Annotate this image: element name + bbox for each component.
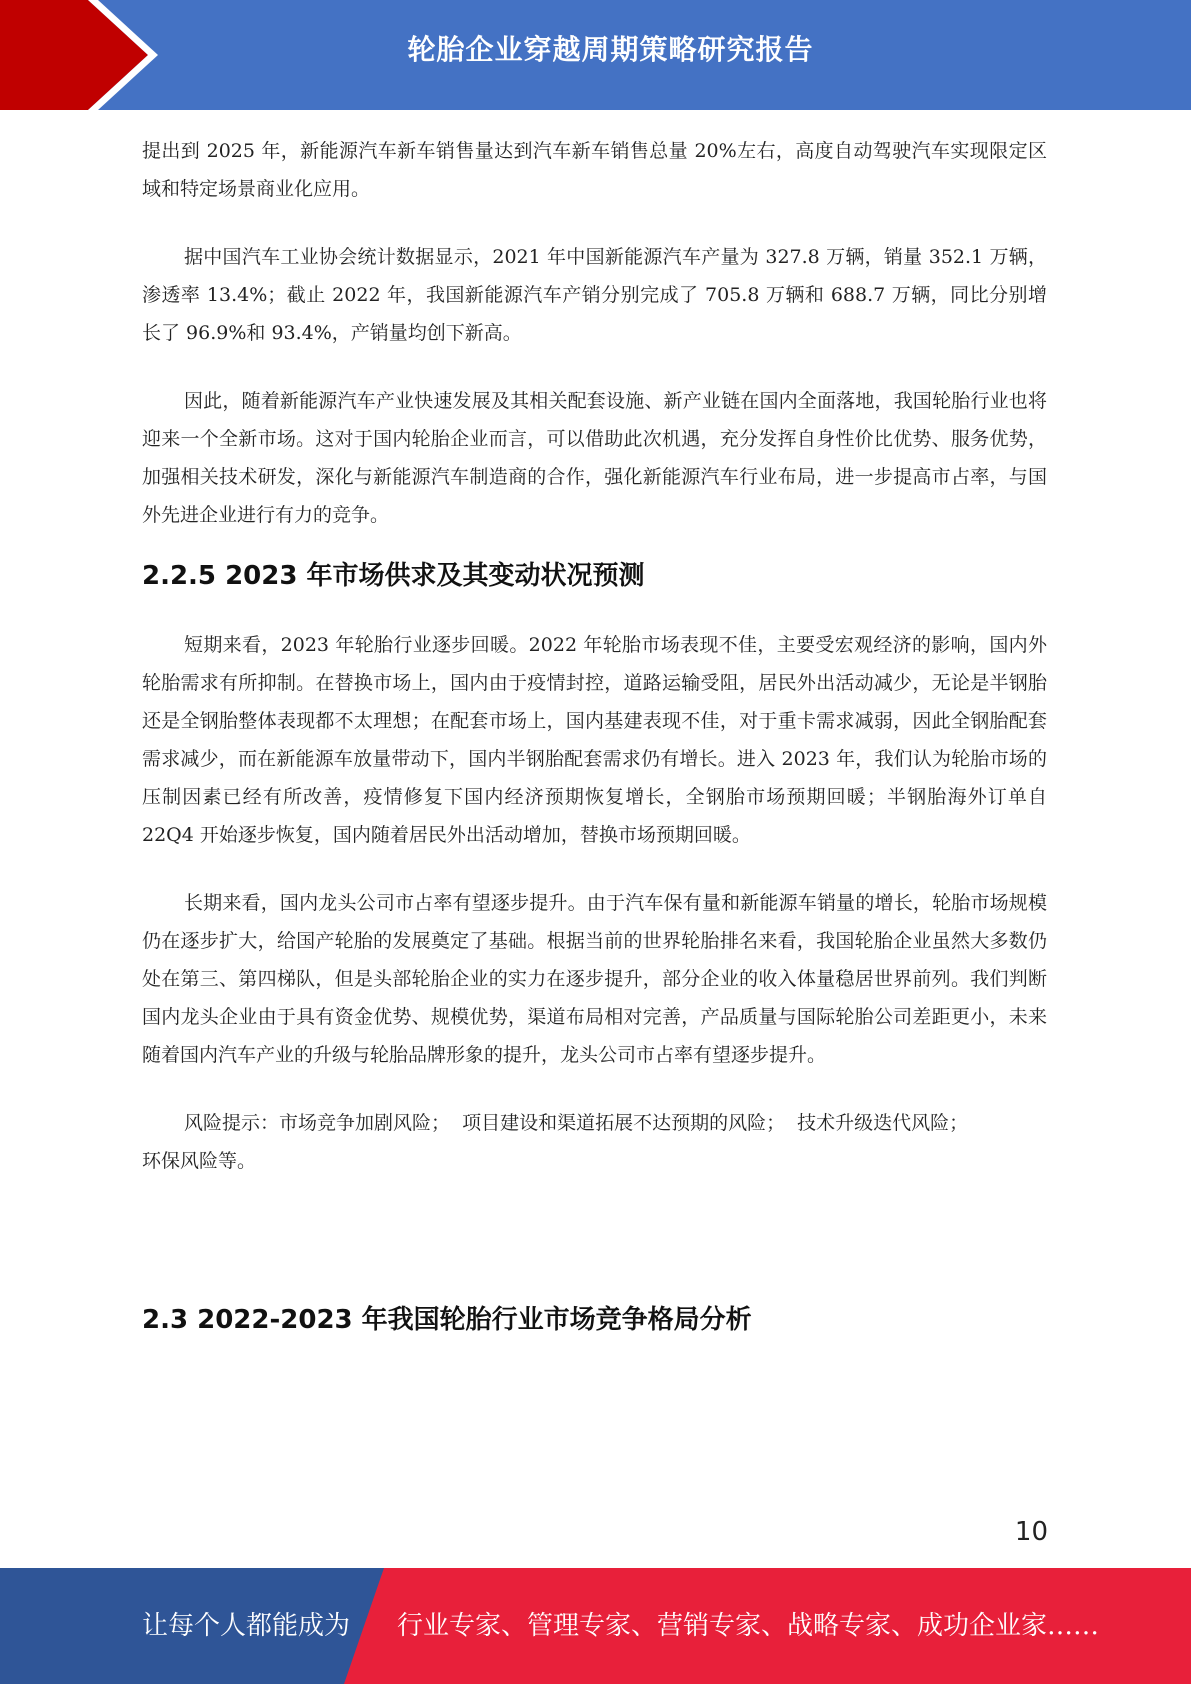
page-number: 10	[1014, 1517, 1048, 1547]
paragraph-long-term-outlook: 长期来看，国内龙头公司市占率有望逐步提升。由于汽车保有量和新能源车销量的增长，轮胎市场规模仍在逐步扩大，给国产轮胎的发展奠定了基础。根据当前的世界轮胎排名来看，我国轮胎企业虽然大多数仍处在第三、第四梯队，但是头部轮胎企业的实力在逐步提升，部分企业的收入体量稳居世界前列。我们判断国内龙头企业由于具有资金优势、规模优势，渠道布局相对完善，产品质量与国际轮胎公司差距更小，未来随着国内汽车产业的升级与轮胎品牌形象的提升，龙头公司市占率有望逐步提升。	[142, 892, 1047, 1066]
risk-warning-line	[142, 1104, 1047, 1142]
risk-warning-text: 风险提示：市场竞争加剧风险； 项目建设和渠道拓展不达预期的风险； 技术升级迭代风险；	[184, 1112, 969, 1134]
paragraph-new-market: 因此，随着新能源汽车产业快速发展及其相关配套设施、新产业链在国内全面落地，我国轮胎行业也将迎来一个全新市场。这对于国内轮胎企业而言，可以借助此次机遇，充分发挥自身性价比优势、服务优势，加强相关技术研发，深化与新能源汽车制造商的合作，强化新能源汽车行业布局，进一步提高市占率，与国外先进企业进行有力的竞争。	[142, 390, 1047, 526]
paragraph-policy-target: 提出到 2025 年，新能源汽车新车销售量达到汽车新车销售总量 20%左右，高度自动驾驶汽车实现限定区域和特定场景商业化应用。	[142, 140, 1047, 200]
paragraph-nev-statistics: 据中国汽车工业协会统计数据显示，2021 年中国新能源汽车产量为 327.8 万辆，销量 352.1 万辆，渗透率 13.4%；截止 2022 年，我国新能源汽车产销分别完成了 705.8 万辆和 688.7 万辆，同比分别增长了 96.9%和 93.4%，产销量均创下新高。	[142, 246, 1047, 344]
risk-warning-continuation: 环保风险等。	[142, 1150, 257, 1172]
report-title: 轮胎企业穿越周期策略研究报告	[407, 33, 814, 66]
page-content	[142, 132, 1047, 1340]
section-heading-2-2-5: 2.2.5 2023 年市场供求及其变动状况预测	[142, 561, 645, 591]
footer-slogan-left: 让每个人都能成为	[142, 1611, 351, 1641]
page-footer	[0, 1568, 1191, 1684]
footer-slogan-right: 行业专家、管理专家、营销专家、战略专家、成功企业家……	[397, 1611, 1100, 1641]
paragraph-short-term-outlook: 短期来看，2023 年轮胎行业逐步回暖。2022 年轮胎市场表现不佳，主要受宏观经济的影响，国内外轮胎需求有所抑制。在替换市场上，国内由于疫情封控，道路运输受阻，居民外出活动减少，无论是半钢胎还是全钢胎整体表现都不太理想；在配套市场上，国内基建表现不佳，对于重卡需求减弱，因此全钢胎配套需求减少，而在新能源车放量带动下，国内半钢胎配套需求仍有增长。进入 2023 年，我们认为轮胎市场的压制因素已经有所改善，疫情修复下国内经济预期恢复增长，全钢胎市场预期回暖；半钢胎海外订单自 22Q4 开始逐步恢复，国内随着居民外出活动增加，替换市场预期回暖。	[142, 634, 1047, 846]
page-header	[0, 0, 1191, 110]
section-heading-2-3: 2.3 2022-2023 年我国轮胎行业市场竞争格局分析	[142, 1305, 752, 1335]
